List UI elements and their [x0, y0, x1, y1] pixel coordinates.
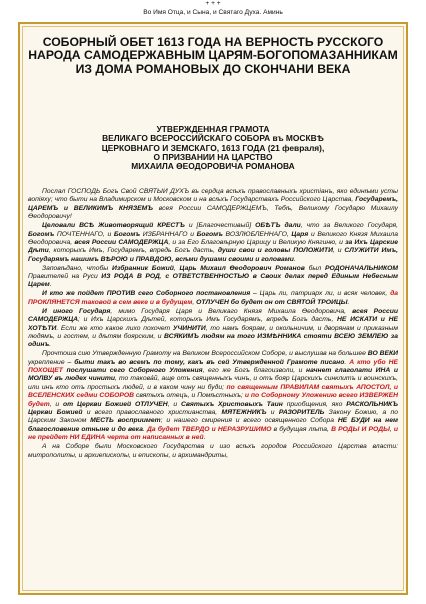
red-emphasis: и не прейдет НИ ЕДИНА черта от написанных в ней: [28, 425, 398, 442]
text-run: , которыхъ Имъ, Государемъ, впредь Богъ дасть,: [48, 247, 218, 255]
red-emphasis: и по Соборному Уложению всего ИЗВЕРЖЕН будет: [28, 392, 398, 408]
text-run: А на Соборе были Московского Государства и изо всѣхъ городов Российского Царства власти: митрополиты, и архиепископы, и епископы, и архимандриты,: [28, 443, 398, 459]
bold-emphasis: Церкви Божией: [28, 409, 83, 417]
document-title: [24, 36, 402, 76]
title-line-1: СОБОРНЫЙ ОБЕТ 1613 ГОДА НА ВЕРНОСТЬ РУССКОГО: [42, 35, 384, 49]
bold-emphasis: Святыхъ Христовыхъ Таин: [181, 400, 283, 408]
text-run: Заповѣдано, чтобы: [42, 264, 113, 272]
document-body: [28, 188, 398, 592]
text-run: ; и нашего смирения и всего освященного Собора: [160, 417, 338, 425]
text-run: , мимо Государя Царя и Великаго Князя Михаила Өеодоровича,: [110, 307, 353, 315]
red-emphasis: Да будет ТВЕРДО и НЕРАЗРУШИМО: [146, 425, 272, 433]
bold-emphasis: ОТЛУЧЕН бо будет он от СВЯТОЙ ТРОИЦЫ: [196, 298, 348, 306]
paragraph-2: [28, 222, 398, 264]
text-run: ,: [192, 298, 197, 306]
bold-emphasis: Богомъ: [28, 230, 55, 238]
bold-emphasis: Избранник Божий: [112, 264, 174, 272]
invocation-header: [0, 0, 426, 17]
subtitle-line-2: ВЕЛИКАГО ВСЕРОССИЙСКАГО СОБОРА въ МОСКВѢ: [102, 133, 324, 144]
text-run: , и: [167, 400, 182, 408]
red-emphasis: А кто убо НЕ ПОХОЩЕТ: [28, 358, 398, 375]
bold-emphasis: МЯТЕЖНИКЪ: [221, 409, 267, 417]
paragraph-1: [28, 188, 398, 222]
text-run: .: [203, 434, 206, 442]
text-run: . Если же кто какое лихо похочет: [56, 324, 173, 332]
text-run: .: [347, 298, 350, 306]
text-run: укрепление –: [28, 358, 75, 366]
text-run: святыхъ отецъ, и Помѣстныхъ;: [134, 392, 245, 400]
text-run: .: [344, 358, 350, 366]
text-run: , что за Великого Государя,: [300, 222, 398, 230]
text-run: .: [293, 255, 296, 263]
bold-emphasis: НЕ ИСКАТИ и НЕ ХОТѢТИ: [28, 316, 398, 332]
text-run: .: [49, 281, 52, 289]
text-run: .: [142, 425, 147, 433]
text-run: Послал ГОСПОДЬ Богъ Свой СВЯТЫЙ ДУХЪ въ сердца всѣхъ православныхъ христіанъ, яко единѣми усты вопіяху; что быти на Владимирском и Московском и на всѣхъ Государствахъ Российского Царства,: [28, 188, 398, 204]
text-run: , его же Богъ благоизволи, и: [202, 367, 306, 375]
bold-emphasis: начнет глаголати ИНА и МОЛВУ въ людех чинити: [28, 367, 398, 383]
text-run: , то такова́й, аще отъ священныхъ чинъ, и отъ бояр Царскихъ синклитъ и воинскихъ, или инъ кто отъ простыхъ людей, и в каком чину ни буди;: [28, 375, 398, 391]
bold-emphasis: ВО ВЕКИ: [367, 350, 398, 358]
title-line-2: НАРОДА САМОДЕРЖАВНЫМ ЦАРЯМ-БОГОПОМАЗАННИКАМ: [28, 48, 398, 63]
paragraph-5: [28, 308, 398, 350]
title-line-3: ИЗ ДОМА РОМАНОВЫХ ДО СКОНЧАНИ ВЕКА: [75, 61, 351, 76]
bold-emphasis: ИЗ РОДА В РОД: [101, 273, 160, 281]
text-run: , и за Его Благовѣрную Царицу и Великую Княгиню, и: [168, 238, 346, 246]
text-run: ,: [173, 264, 180, 272]
text-run: , и: [332, 247, 345, 255]
bold-emphasis: всея России САМОДЕРЖЦА: [74, 238, 169, 246]
bold-emphasis: И иного Государя: [42, 307, 111, 315]
bold-emphasis: Государемъ, ЦАРЕМЪ и ВЕЛИКИМЪ КНЯЗЕМЪ: [28, 196, 398, 212]
subtitle-line-3: ЦЕРКОВНАГО И ЗЕМСКАГО, 1613 ГОДА (21 февраля),: [101, 142, 325, 153]
text-run: ВОЗЛЮБЛЕННАГО,: [222, 230, 292, 238]
text-run: .: [49, 341, 52, 349]
subtitle-line-5: МИХАИЛА ӨЕОДОРОВИЧА РОМАНОВА: [131, 161, 295, 172]
text-run: , и: [49, 400, 64, 408]
subtitle-line-1: УТВЕРЖДЕННАЯ ГРАМОТА: [156, 124, 270, 134]
red-emphasis: да ПРОКЛЯНЕТСЯ таковой в сем веке и в будущем: [28, 290, 398, 306]
bold-emphasis: послушати сего Соборного Уложения: [66, 367, 203, 375]
paragraph-6: [28, 350, 398, 442]
bold-emphasis: всея России САМОДЕРЖЦА: [28, 307, 398, 324]
text-run: был: [304, 264, 325, 272]
bold-emphasis: быти такъ во всемъ по тому, какъ въ сей Утвержденной Грамоте писано: [74, 358, 345, 366]
bold-emphasis: с ОТВЕТСТВЕННОСТЬЮ в Своих делах перед Единым Небесным Царем: [28, 273, 398, 289]
subtitle-line-4: О ПРИЗВАНИИ НА ЦАРСТВО: [153, 151, 273, 162]
bold-emphasis: И кто же пойдет ПРОТИВ сего Соборного постановления: [42, 290, 251, 298]
bold-emphasis: ОБѢТЪ дали: [255, 222, 301, 230]
text-run: и Великого Князя Михаила Өеодоровича,: [28, 230, 398, 246]
text-run: и всего православного христианства,: [82, 409, 222, 417]
bold-emphasis: Богомъ: [196, 230, 223, 238]
bold-emphasis: Царь Михаил Өеодорович Романов: [179, 264, 305, 272]
text-run: всея России САМОДЕРЖЦЕМЪ, Тебѣ, Великому Государю Михаилу Өеодоровичу!: [28, 204, 398, 221]
text-run: ,: [389, 425, 394, 433]
red-emphasis: по священным ПРАВИЛАМ святыхъ АПОСТОЛ, и ВСЕЛЕНСКИХ седми СОБОРОВ: [28, 383, 398, 400]
bold-emphasis: МЕСТЬ восприимет: [90, 417, 161, 425]
text-run: ПОЧТЕННАГО, и: [54, 230, 114, 238]
bold-emphasis: УЧИНИТИ: [172, 324, 206, 332]
bold-emphasis: Целовали ВСѢ Животворящий КРЕСТЪ: [42, 222, 185, 230]
bold-emphasis: СЛУЖИТИ Имъ, Государямъ нашимъ ВѢРОЮ и ПРАВДОЮ, всѣми душами своими и головами: [28, 247, 398, 263]
crosses-line: + + +: [205, 0, 221, 7]
text-run: Закону Божию, а по Царским Законом: [28, 409, 398, 425]
text-run: в будущая лѣта,: [271, 425, 332, 433]
text-run: Правителей на Руси: [28, 273, 102, 281]
text-run: ,: [159, 273, 166, 281]
bold-emphasis: НЕ БУДИ на нем благословение отныне и до века: [28, 417, 398, 433]
text-run: Прочтоша сию Утвержденную Грамоту на Великом Всероссийском Соборе, и выслушав на большее: [42, 350, 368, 358]
invocation-line: Во Имя Отца, и Сына, и Святаго Духа. Аминь: [143, 8, 283, 16]
text-run: и: [266, 409, 279, 417]
text-run: – Царь ли, патриарх ли, и всяк человек,: [250, 290, 391, 298]
bold-emphasis: Богомъ: [113, 230, 141, 238]
paragraph-7: [28, 443, 398, 460]
text-run: и [Благочестивый]: [184, 222, 256, 230]
bold-emphasis: Царя: [291, 230, 309, 238]
red-emphasis: В РОДЫ И РОДЫ: [331, 425, 390, 433]
bold-emphasis: РАСКОЛЬНИКЪ: [346, 400, 398, 408]
bold-emphasis: РАЗОРИТЕЛЬ: [278, 409, 325, 417]
bold-emphasis: РОДОНАЧАЛЬНИКОМ: [324, 264, 398, 272]
bold-emphasis: ВСЯКИМЪ людям на того ИЗМѢННИКА стояти ВСЕЮ ЗЕМЛЕЮ за одинъ: [28, 332, 398, 349]
bold-emphasis: от Церкви Божией ОТЛУЧЕН: [63, 400, 168, 408]
text-run: приобщения, яко: [282, 400, 347, 408]
bold-emphasis: за Ихъ Царские Дѣти: [28, 238, 398, 255]
bold-emphasis: души свои и головы ПОЛОЖИТИ: [217, 247, 333, 255]
paragraph-3: [28, 265, 398, 290]
text-run: , то намъ боярам, и окольничим, и дворянам и приказным людямъ, и гостем, и дѣтям боярским, и: [28, 324, 398, 340]
charter-heading: [24, 125, 402, 171]
paragraph-4: [28, 290, 398, 307]
text-run: ИЗБРАННАГО и: [140, 230, 197, 238]
text-run: ; и Ихъ Царскихъ Дѣтей, которыхъ Имъ Государямъ, впредь Богъ дасть,: [78, 316, 338, 324]
